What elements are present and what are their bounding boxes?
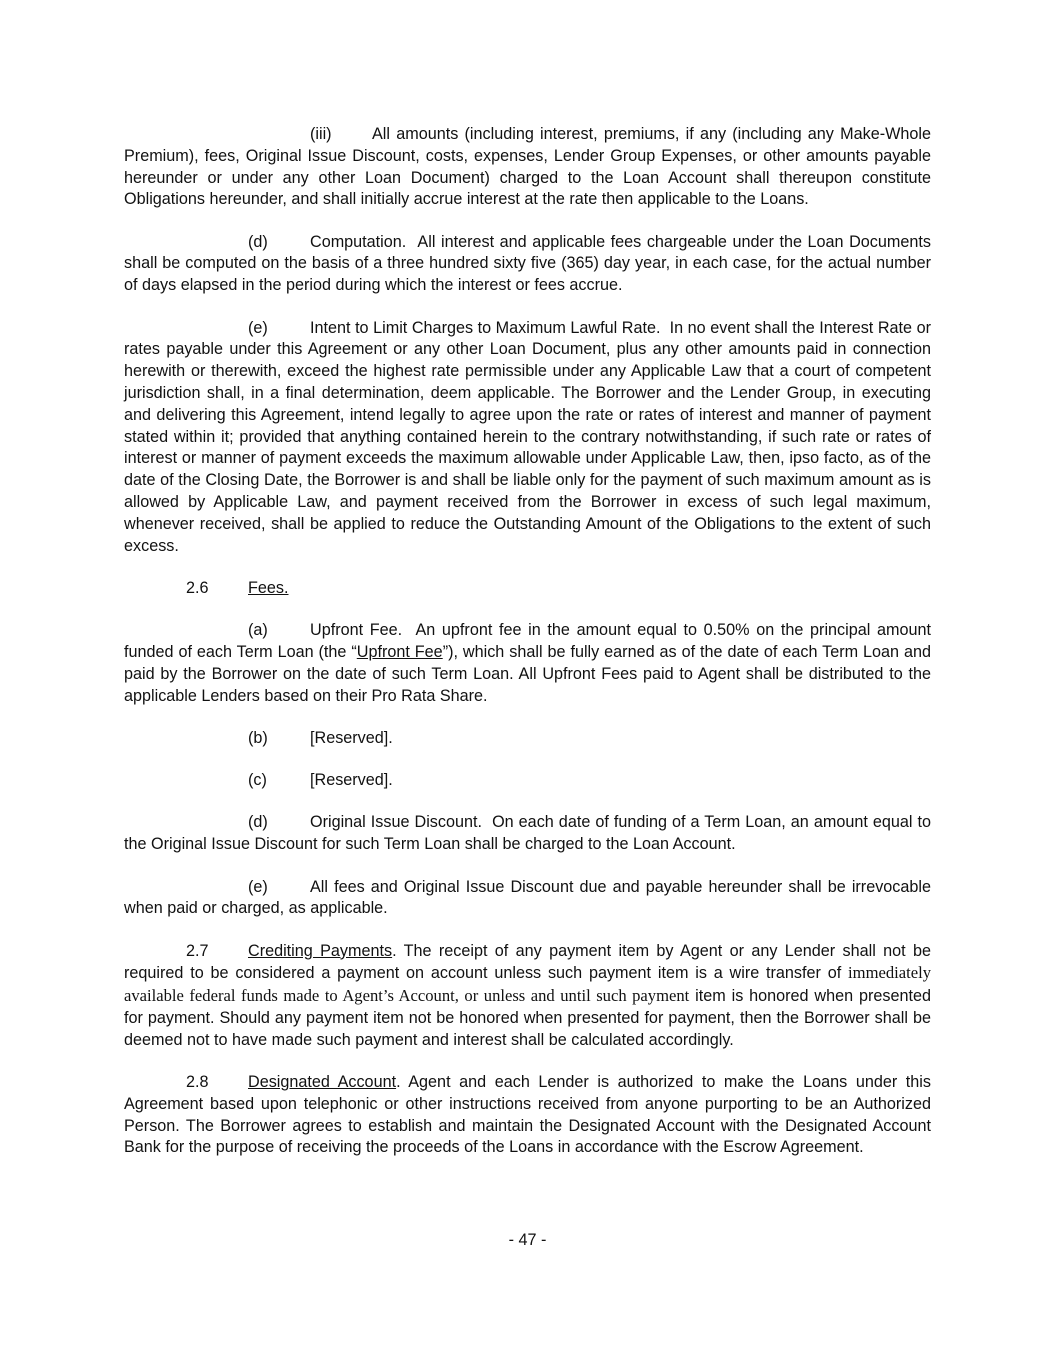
paragraph-d-original-issue-discount: [124, 812, 931, 856]
clause-label: (iii): [310, 125, 332, 143]
paragraph-text: [Reserved].: [310, 728, 393, 747]
paragraph-text: . Agent and each Lender is authorized to make the Loans under this Agreement based upon telephonic or other instructions received from anyone purporting to be an Authorized Person. The Borrower agrees to establish and maintain the Designated Account with the Designated Account Bank for the purpose of receiving the proceeds of the Loans in accordance with the Escrow Agreement.: [124, 1073, 931, 1157]
section-number: 2.7: [186, 941, 209, 960]
paragraph-text: In no event shall the Interest Rate or rates payable under this Agreement or any other Loan Document, plus any other amounts paid in connection herewith or therewith, exceed the highest rate permissible under any Applicable Law that a court of competent jurisdiction shall, in a final determination, deem applicable. The Borrower and the Lender Group, in executing and delivering this Agreement, intend legally to agree upon the rate or rates of interest and manner of payment stated within it; provided that anything contained herein to the contrary notwithstanding, if such rate or rates of interest or manner of payment exceeds the maximum allowable under Applicable Law, then, ipso facto, as of the date of the Closing Date, the Borrower is and shall be liable only for the payment of such maximum amount as is allowed by Applicable Law, and payment received from the Borrower in excess of such legal maximum, whenever received, shall be applied to reduce the Outstanding Amount of the Obligations to the extent of such excess.: [124, 318, 932, 555]
paragraph-e-fees: [124, 877, 931, 921]
paragraph-e-intent: [124, 318, 931, 558]
clause-heading: Upfront Fee.: [310, 621, 403, 640]
section-number: 2.8: [186, 1073, 209, 1092]
paragraph-text: An upfront fee in the amount equal to 0.50% on the principal amount funded of each Term Loan (the “: [124, 621, 931, 661]
clause-heading: Intent to Limit Charges to Maximum Lawful Rate.: [310, 318, 661, 337]
clause-label: (a): [248, 621, 268, 640]
clause-heading: Original Issue Discount.: [310, 813, 482, 832]
clause-label: (e): [248, 318, 268, 337]
section-2-8: [124, 1072, 931, 1159]
paragraph-iii: [124, 124, 931, 211]
clause-label: (e): [248, 877, 268, 896]
clause-label: (b): [248, 728, 268, 747]
document-page: [124, 124, 931, 1159]
paragraph-text: On each date of funding of a Term Loan, an amount equal to the Original Issue Discount for such Term Loan shall be charged to the Loan Account.: [124, 813, 931, 854]
section-title: Crediting Payments: [248, 941, 393, 960]
paragraph-text: All amounts (including interest, premiums, if any (including any Make-Whole Premium), fees, Original Issue Discount, costs, expenses, Lender Group Expenses, or other amounts payable hereunder or under any other Loan Document) charged to the Loan Account shall thereupon constitute Obligations hereunder, and shall initially accrue interest at the rate then applicable to the Loans.: [124, 125, 931, 209]
section-2-7: [124, 941, 931, 1052]
paragraph-text: . The receipt of any payment item by Agent or any Lender shall not be required to be considered a payment on account unless such payment item is a wire transfer of: [124, 941, 931, 983]
paragraph-text-cont: item is honored when presented for payment. Should any payment item not be honored when presented for payment, then the Borrower shall be deemed not to have made such payment and interest shall be calculated accordingly.: [124, 987, 931, 1049]
paragraph-c-reserved: [124, 770, 931, 792]
paragraph-b-reserved: [124, 728, 931, 750]
page-number: - 47 -: [508, 1231, 547, 1249]
defined-term: Upfront Fee: [356, 642, 443, 661]
section-number: 2.6: [186, 578, 209, 597]
clause-label: (d): [248, 813, 268, 832]
clause-label: (c): [248, 771, 267, 790]
paragraph-text-serif: immediately available federal funds made to Agent’s Account, or unless and until such payment: [124, 963, 931, 1006]
paragraph-d-computation: [124, 232, 931, 297]
paragraph-a-upfront-fee: [124, 620, 931, 707]
paragraph-text: All interest and applicable fees chargeable under the Loan Documents shall be computed on the basis of a three hundred sixty five (365) day year, in each case, for the actual number of days elapsed in the period during which the interest or fees accrue.: [124, 232, 931, 295]
paragraph-text: [Reserved].: [310, 771, 393, 790]
section-2-6-heading: [124, 578, 931, 600]
section-title: Designated Account: [248, 1073, 397, 1092]
clause-heading: Computation.: [310, 232, 407, 251]
paragraph-text-cont: ”), which shall be fully earned as of the date of each Term Loan and paid by the Borrower on the date of such Term Loan. All Upfront Fees paid to Agent shall be distributed to the applicable Lenders based on their Pro Rata Share.: [124, 642, 931, 705]
clause-label: (d): [248, 232, 268, 251]
paragraph-text: All fees and Original Issue Discount due and payable hereunder shall be irrevocable when paid or charged, as applicable.: [124, 877, 931, 918]
section-title: Fees.: [248, 578, 289, 597]
